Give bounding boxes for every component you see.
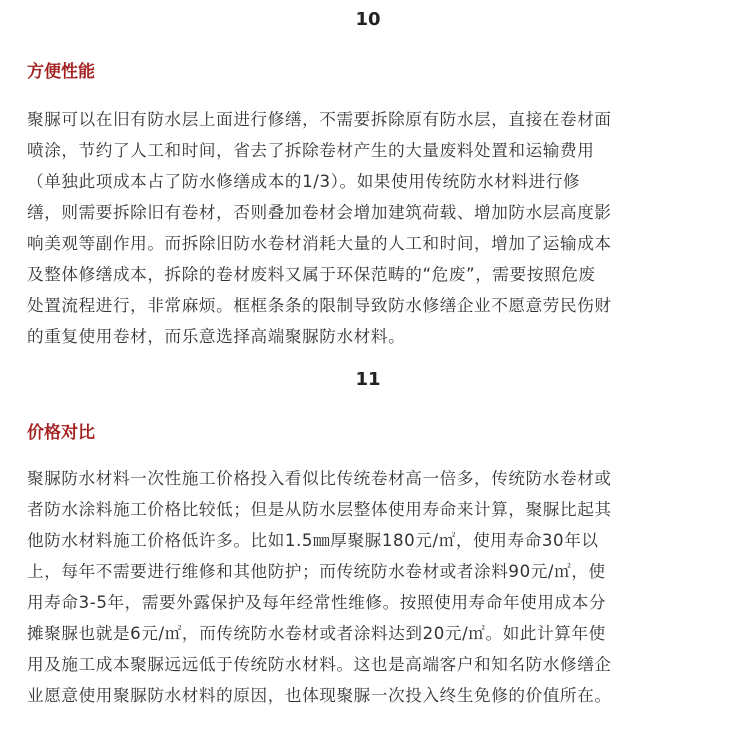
section-paragraph: [27, 104, 713, 352]
paragraph-line: 用及施工成本聚脲远远低于传统防水材料。这也是高端客户和知名防水修缮企: [27, 655, 612, 674]
section-heading: 方便性能: [27, 62, 95, 82]
paragraph-line: 业愿意使用聚脲防水材料的原因，也体现聚脲一次投入终生免修的价值所在。: [27, 686, 612, 705]
paragraph-line: 聚脲可以在旧有防水层上面进行修缮，不需要拆除原有防水层，直接在卷材面: [27, 110, 612, 129]
paragraph-line: 聚脲防水材料一次性施工价格投入看似比传统卷材高一倍多，传统防水卷材或: [27, 469, 612, 488]
section-paragraph: [27, 463, 713, 711]
section-number: 10: [355, 9, 381, 30]
paragraph-line: 上，每年不需要进行维修和其他防护；而传统防水卷材或者涂料90元/㎡，使: [27, 562, 606, 581]
paragraph-line: 缮，则需要拆除旧有卷材，否则叠加卷材会增加建筑荷载、增加防水层高度影: [27, 203, 612, 222]
paragraph-line: 用寿命3-5年，需要外露保护及每年经常性维修。按照使用寿命年使用成本分: [27, 593, 607, 612]
section-number: 11: [355, 369, 381, 390]
paragraph-line: 喷涂，节约了人工和时间，省去了拆除卷材产生的大量废料处置和运输费用: [27, 141, 595, 160]
paragraph-line: 的重复使用卷材，而乐意选择高端聚脲防水材料。: [27, 327, 406, 346]
section-heading: 价格对比: [27, 423, 95, 443]
paragraph-line: 及整体修缮成本，拆除的卷材废料又属于环保范畴的“危废”，需要按照危废: [27, 265, 596, 284]
paragraph-line: 摊聚脲也就是6元/㎡，而传统防水卷材或者涂料达到20元/㎡。如此计算年使: [27, 624, 606, 643]
paragraph-line: 者防水涂料施工价格比较低；但是从防水层整体使用寿命来计算，聚脲比起其: [27, 500, 612, 519]
paragraph-line: 响美观等副作用。而拆除旧防水卷材消耗大量的人工和时间，增加了运输成本: [27, 234, 612, 253]
paragraph-line: 他防水材料施工价格低许多。比如1.5㎜厚聚脲180元/㎡，使用寿命30年以: [27, 531, 599, 550]
paragraph-line: 处置流程进行，非常麻烦。框框条条的限制导致防水修缮企业不愿意劳民伤财: [27, 296, 612, 315]
paragraph-line: （单独此项成本占了防水修缮成本的1/3）。如果使用传统防水材料进行修: [27, 172, 581, 191]
